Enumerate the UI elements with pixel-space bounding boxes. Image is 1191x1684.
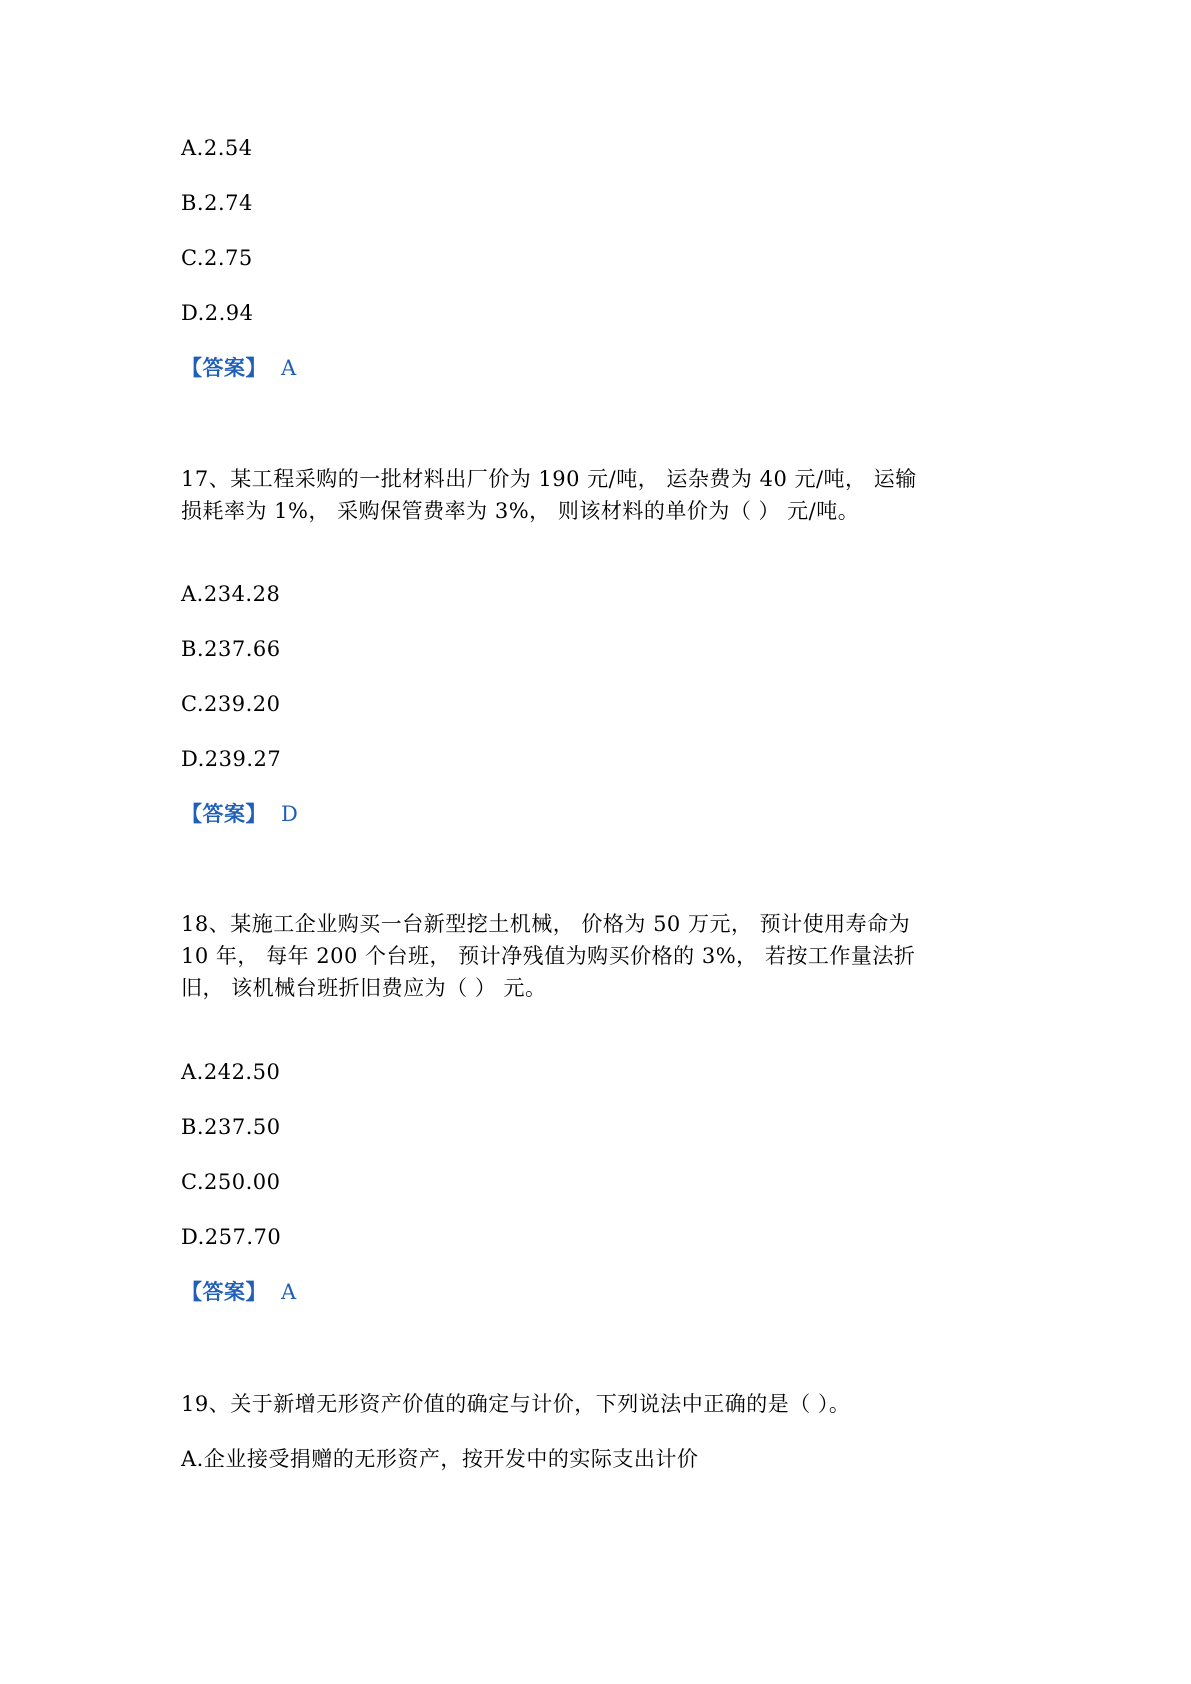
q17-line-1: 17、某工程采购的一批材料出厂价为 190 元/吨， 运杂费为 40 元/吨， 运输 xyxy=(181,467,917,491)
q16-option-d: D.2.94 xyxy=(181,301,254,325)
q18-answer xyxy=(181,1276,297,1308)
q16-answer-value: A xyxy=(281,356,297,380)
q16-answer xyxy=(181,352,297,384)
q19-question xyxy=(181,1388,1021,1420)
q17-question xyxy=(181,463,1021,527)
q18-option-c: C.250.00 xyxy=(181,1170,281,1194)
q18-line-1: 18、某施工企业购买一台新型挖土机械， 价格为 50 万元， 预计使用寿命为 xyxy=(181,912,911,936)
q16-option-c: C.2.75 xyxy=(181,246,253,270)
q18-question xyxy=(181,908,1021,1004)
q18-line-2: 10 年， 每年 200 个台班， 预计净残值为购买价格的 3%， 若按工作量法折 xyxy=(181,944,916,968)
q18-option-a: A.242.50 xyxy=(181,1060,281,1084)
q18-line-3: 旧， 该机械台班折旧费应为（ ） 元。 xyxy=(181,976,547,1000)
q17-answer-value: D xyxy=(281,802,299,826)
q18-option-d: D.257.70 xyxy=(181,1225,282,1249)
q17-option-a: A.234.28 xyxy=(181,582,281,606)
q16-option-a: A.2.54 xyxy=(181,136,253,160)
q16-option-b: B.2.74 xyxy=(181,191,253,215)
q18-answer-value: A xyxy=(281,1280,297,1304)
q17-option-c: C.239.20 xyxy=(181,692,281,716)
q17-answer-label: 【答案】 xyxy=(181,801,267,826)
q18-answer-label: 【答案】 xyxy=(181,1279,267,1304)
q19-option-a: A.企业接受捐赠的无形资产，按开发中的实际支出计价 xyxy=(181,1447,699,1471)
q17-option-d: D.239.27 xyxy=(181,747,282,771)
q19-line-1: 19、关于新增无形资产价值的确定与计价，下列说法中正确的是（ ）。 xyxy=(181,1392,851,1416)
q18-option-b: B.237.50 xyxy=(181,1115,281,1139)
q17-line-2: 损耗率为 1%， 采购保管费率为 3%， 则该材料的单价为（ ） 元/吨。 xyxy=(181,499,860,523)
q17-answer xyxy=(181,798,298,830)
q17-option-b: B.237.66 xyxy=(181,637,281,661)
q16-answer-label: 【答案】 xyxy=(181,355,267,380)
